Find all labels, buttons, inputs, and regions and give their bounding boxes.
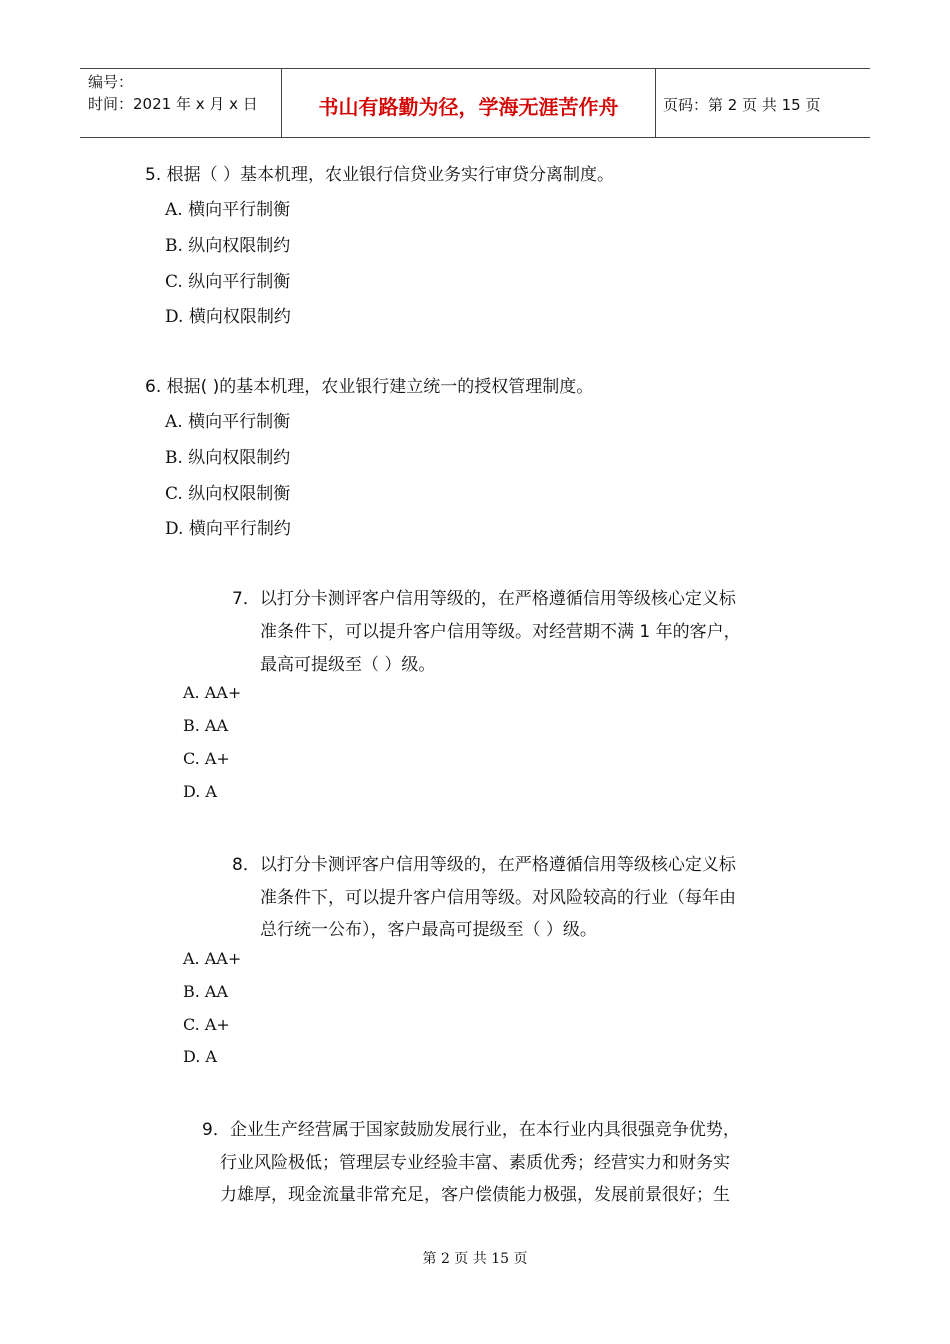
q6-option-b: B. 纵向权限制约 <box>165 448 291 468</box>
q7-option-c: C. A+ <box>183 749 230 768</box>
question-5: 5. 根据（ ）基本机理，农业银行信贷业务实行审贷分离制度。 <box>145 165 615 185</box>
q5-option-c: C. 纵向平行制衡 <box>165 272 291 292</box>
q8-option-a: A. AA+ <box>183 949 242 968</box>
question-7-line-3: 最高可提级至（ ）级。 <box>260 655 436 675</box>
q5-option-d: D. 横向权限制约 <box>165 307 291 327</box>
q6-option-a: A. 横向平行制衡 <box>165 412 291 432</box>
q6-option-d: D. 横向平行制约 <box>165 519 291 539</box>
q7-option-d: D. A <box>183 782 217 801</box>
q5-option-b: B. 纵向权限制约 <box>165 236 291 256</box>
q7-option-a: A. AA+ <box>183 683 242 702</box>
q8-option-d: D. A <box>183 1047 217 1066</box>
question-7-line-2: 准条件下，可以提升客户信用等级。对经营期不满 1 年的客户， <box>260 622 741 642</box>
q7-option-b: B. AA <box>183 716 229 735</box>
date-label: 时间：2021 年 x 月 x 日 <box>88 95 258 113</box>
page-footer: 第 2 页 共 15 页 <box>422 1251 528 1267</box>
number-label: 编号： <box>88 73 134 91</box>
header-page-info: 页码：第 2 页 共 15 页 <box>663 96 821 114</box>
question-9-line-1: 9．企业生产经营属于国家鼓励发展行业，在本行业内具很强竞争优势， <box>202 1120 740 1140</box>
q8-option-c: C. A+ <box>183 1015 230 1034</box>
page-header <box>80 68 870 138</box>
question-6: 6. 根据( )的基本机理，农业银行建立统一的授权管理制度。 <box>145 377 594 397</box>
header-meta-cell <box>80 69 281 137</box>
header-page-cell <box>655 69 870 137</box>
header-motto-cell <box>281 69 656 137</box>
question-8-line-2: 准条件下，可以提升客户信用等级。对风险较高的行业（每年由 <box>260 888 736 908</box>
motto-text: 书山有路勤为径，学海无涯苦作舟 <box>318 95 619 119</box>
q8-option-b: B. AA <box>183 982 229 1001</box>
question-9-line-3: 力雄厚，现金流量非常充足，客户偿债能力极强，发展前景很好；生 <box>220 1185 730 1205</box>
question-8-line-3: 总行统一公布），客户最高可提级至（ ）级。 <box>260 920 597 940</box>
q5-option-a: A. 横向平行制衡 <box>165 200 291 220</box>
q6-option-c: C. 纵向权限制衡 <box>165 484 291 504</box>
question-8-line-1: 8．以打分卡测评客户信用等级的，在严格遵循信用等级核心定义标 <box>232 855 736 875</box>
question-9-line-2: 行业风险极低；管理层专业经验丰富、素质优秀；经营实力和财务实 <box>220 1153 730 1173</box>
question-7-line-1: 7．以打分卡测评客户信用等级的，在严格遵循信用等级核心定义标 <box>232 589 736 609</box>
